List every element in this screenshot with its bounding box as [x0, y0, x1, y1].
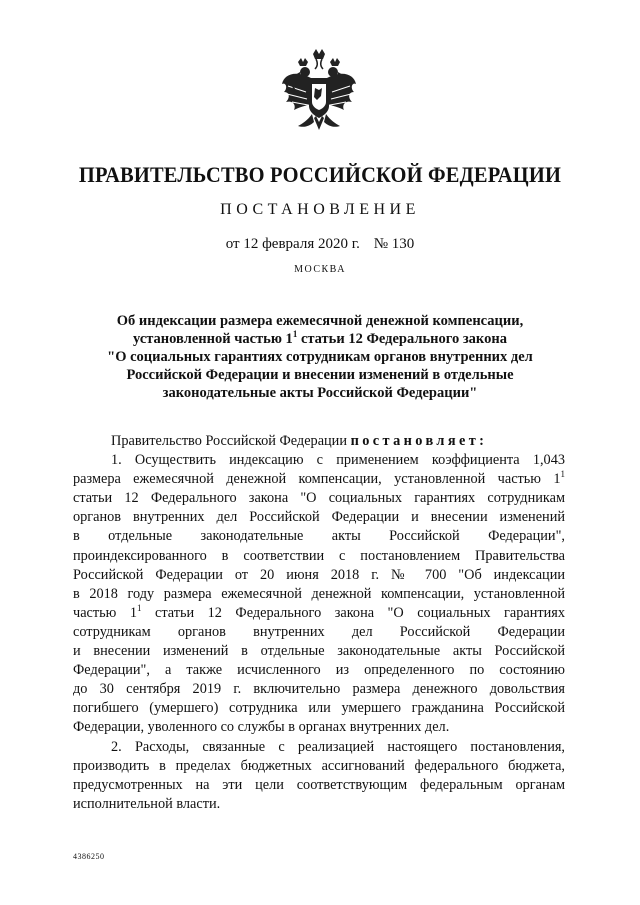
body-line	[73, 470, 565, 489]
subject-text: установленной частью 1	[133, 331, 293, 347]
government-title: ПРАВИТЕЛЬСТВО РОССИЙСКОЙ ФЕДЕРАЦИИ	[78, 162, 562, 187]
body-line: Российской Федерации от 20 июня 2018 г. № 700 "Об индексации	[73, 566, 565, 583]
superscript: 1	[136, 602, 142, 613]
body-line: в 2018 году размера ежемесячной денежной компенсации, установленной	[73, 585, 565, 602]
document-date: от 12 февраля 2020 г.	[225, 236, 360, 252]
document-city: МОСКВА	[294, 264, 346, 275]
body-line: предусмотренных на эти цели соответствующим федеральным органам	[73, 776, 565, 793]
body-line: органов внутренних дел Российской Федерации и внесении изменений	[73, 509, 565, 526]
body-line: сотрудникам органов внутренних дел Российской Федерации	[73, 623, 565, 640]
body-line: погибшего (умершего) сотрудника или умершего гражданина Российской	[73, 700, 565, 717]
document-subject	[70, 312, 570, 402]
document-date-line	[0, 236, 640, 253]
subject-line	[70, 330, 570, 348]
subject-text: статьи 12 Федерального закона	[297, 331, 507, 347]
body-line: и внесении изменений в отдельные законодательные акты Российской	[73, 643, 565, 660]
body-text: статьи 12 Федерального закона "О социальных гарантиях	[141, 604, 566, 621]
body-line: статьи 12 Федерального закона "О социальных гарантиях сотрудникам	[73, 490, 565, 507]
body-line: проиндексированного в соответствии с постановлением Правительства	[73, 547, 565, 564]
intro-text: Правительство Российской Федерации	[111, 433, 351, 449]
body-line: 2. Расходы, связанные с реализацией настоящего постановления,	[111, 738, 565, 755]
body-line	[73, 432, 565, 451]
subject-line: законодательные акты Российской Федерации"	[162, 385, 478, 401]
body-line: в отдельные законодательные акты Российской Федерации",	[73, 528, 565, 545]
body-line: Федерации", а также исчисленного из определенного по состоянию	[73, 662, 565, 679]
resolves-word: постановляет:	[350, 433, 488, 449]
body-line: исполнительной власти.	[73, 795, 221, 812]
body-line: 1. Осуществить индексацию с применением коэффициента 1,043	[111, 452, 565, 469]
body-line: производить в пределах бюджетных ассигнований федерального бюджета,	[73, 757, 565, 774]
body-line	[73, 604, 565, 623]
subject-line: "О социальных гарантиях сотрудникам органов внутренних дел	[107, 349, 533, 365]
subject-line: Российской Федерации и внесении изменений в отдельные	[126, 367, 514, 383]
body-text: размера ежемесячной денежной компенсации, установленной частью 1	[73, 471, 561, 488]
body-text: частью 1	[73, 604, 137, 621]
document-number: 130	[391, 236, 415, 252]
document-code: 4386250	[73, 852, 105, 861]
superscript: 1	[292, 329, 298, 339]
document-kind: ПОСТАНОВЛЕНИЕ	[220, 201, 420, 218]
superscript: 1	[560, 469, 565, 480]
subject-line: Об индексации размера ежемесячной денежной компенсации,	[116, 313, 524, 329]
number-sign: №	[373, 236, 388, 252]
body-line: до 30 сентября 2019 г. включительно размера денежного довольствия	[73, 681, 565, 698]
document-body	[73, 432, 565, 814]
coat-of-arms-icon	[276, 48, 362, 140]
body-line: Федерации, уволенного со службы в органах внутренних дел.	[73, 719, 450, 736]
